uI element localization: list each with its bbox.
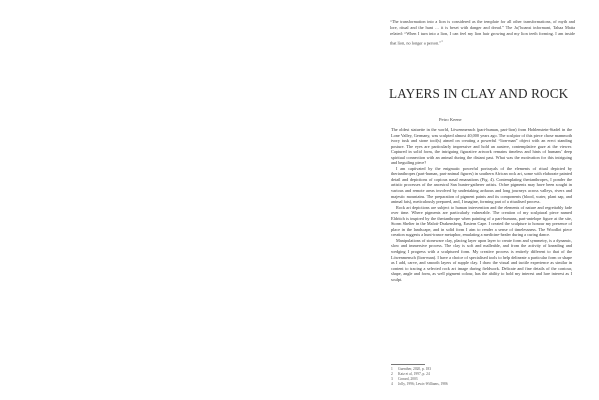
body-paragraph: Manipulations of stoneware clay, placing layer upon layer to create form and symmetry, is a dynamic, slow and immersive process. The clay is soft and malleable, and from the activity of kneading and wedging I progress with a sculptured form. My creative process is entirely different to that of the Löwenmensch (lion-man). I have a choice of specialised tools to help delineate a particular form or shape as I add, carve, and smooth layers of supple clay. I draw the visual and tactile experience as similar in content to tracing a selected rock art image during fieldwork. Delicate and fine details of the contour, shape, angle and form, as well pigment colour, has the ability to hold my interest and lure interest as I sculpt.: [391, 237, 572, 282]
epigraph-quote: “The transformation into a lion is considered as the template for all other transformations, of myth and lore, ritual and the hunt … it is beset with danger and dread.” The Ju|’hoansi informant, Tahaa Matta related: “When I turn into a lion, I can feel my lion hair growing and my lion teeth forming. I am inside that lion, no longer a person.”$^1$: [390, 19, 575, 46]
body-paragraph: The oldest statuette in the world, Löwenmensch (part-human, part-lion) from Hohlenstein-Stadel in the Lone Valley, Germany, was sculpted almost 40,000 years ago. The sculptor of this piece chose mammoth ivory tusk and stone tool(s) aimed on creating a powerful “lion-man” object with an erect standing posture. The eyes are particularly impressive and hold an austere, contemplative gaze at the viewer. Captured in solid form, the intriguing figurative artwork remains timeless and hints of humans’ deep spiritual connection with an animal during the distant past. What was the motivation for this intriguing and beguiling piece?: [391, 127, 572, 166]
epigraph: [390, 19, 575, 46]
article-title: LAYERS IN CLAY AND ROCK: [389, 86, 569, 101]
body-paragraph: I am captivated by the enigmatic powerful portrayals of the elements of ritual depicted by therianthropes (part-human, part-animal figures) in southern African rock art, some with elaborate painted detail and depictions of copious nasal emanations (Fig. 4). Contemplating therianthropes, I ponder the artistic processes of the ancestral San hunter-gatherer artists. Ochre pigments may have been sought in various and remote areas involved by undertaking arduous and long journeys across valleys, rivers and majestic mountains. The preparation of pigment paints and its components (blood, water, plant sap, and animal fats), meticulously prepared, and, I imagine, forming part of a ritualised process.: [391, 165, 572, 205]
footnote-divider: [391, 364, 425, 365]
author-name: Petro Keene: [439, 117, 462, 122]
footnote-text: Conard, 2003: [398, 377, 418, 382]
footnotes: [391, 367, 572, 387]
footnote-number: 3: [391, 377, 393, 382]
footnote-text: Katz et al, 1997, p. 24: [398, 372, 430, 377]
footnote-text: Guenther, 2020, p. 183: [398, 367, 431, 371]
article-body: [391, 127, 572, 282]
footnote-number: 2: [391, 372, 393, 377]
footnote: [391, 382, 572, 387]
footnote-ref: 1: [441, 38, 443, 43]
footnote-number: 1: [391, 367, 393, 371]
footnote-number: 4: [391, 382, 393, 387]
footnote-text: Jolly, 1996; Lewis-Williams, 1986: [398, 382, 448, 387]
body-paragraph: Rock art depictions are subject to human intervention and the elements of nature and regrettably fade over time. Where pigments are particularly vulnerable. The creation of my sculptural piece named Eldritch is inspired by the therianthrope when painting of a part-humans, part-antelope figure at the site, Storm Shelter in the Maloti-Drakensberg, Eastern Cape. I created the sculpture to honour my presence of place in the landscape, and in solid form I aim to render a sense of timelessness. The Woodlot piece creation suggests a hunt-trance metaphor, emulating a medicine-healer during a curing dance.: [391, 204, 572, 238]
